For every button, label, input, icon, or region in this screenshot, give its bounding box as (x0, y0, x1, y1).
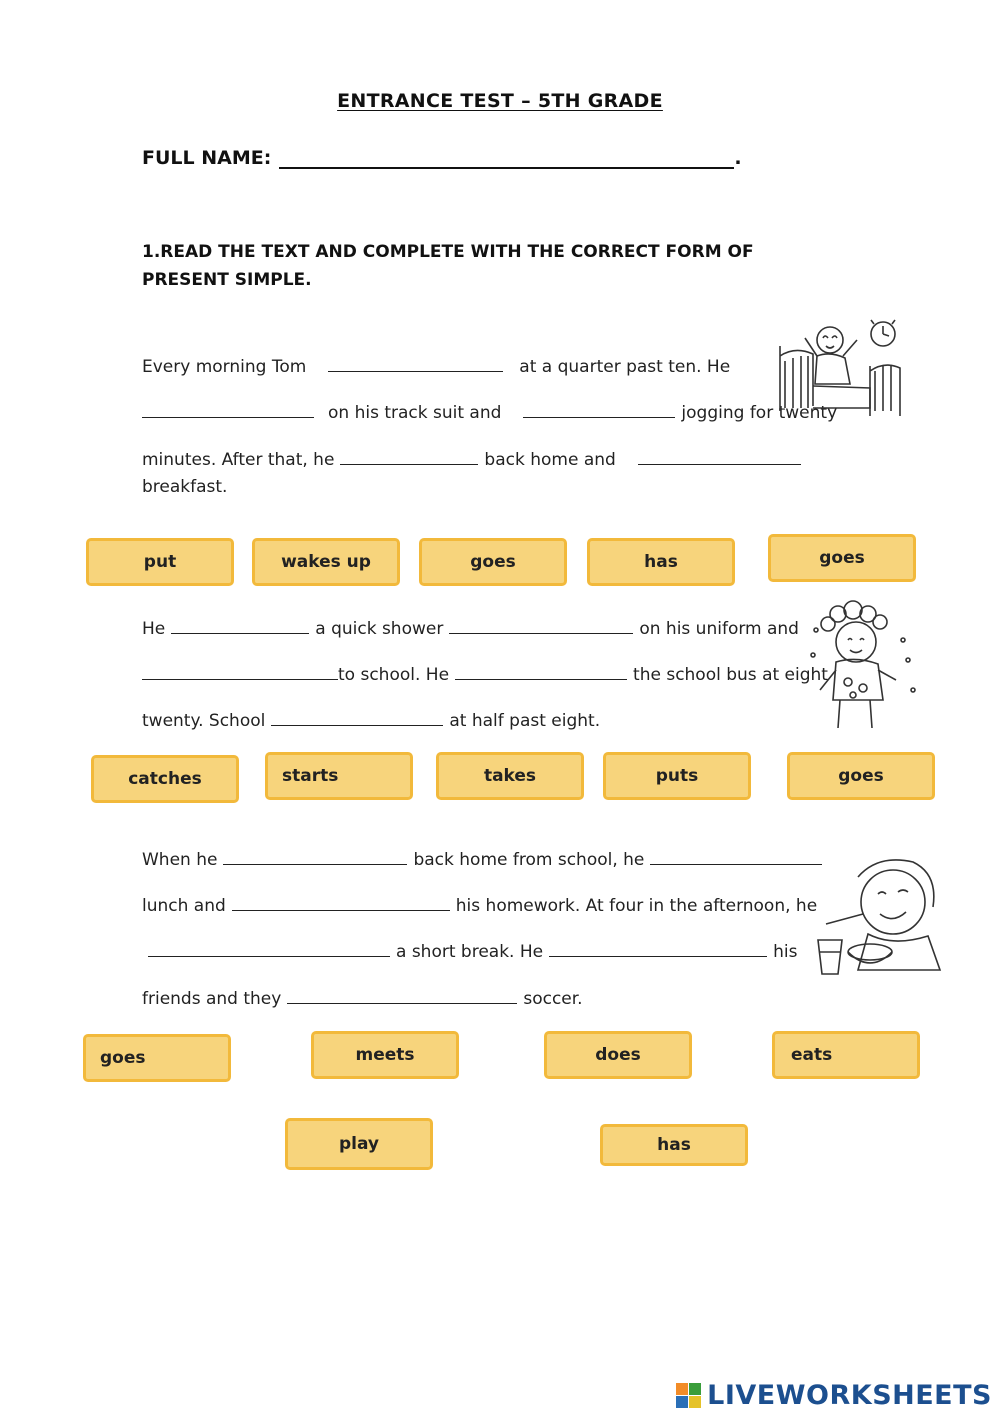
blank-input[interactable] (142, 401, 314, 418)
blank-input[interactable] (271, 709, 443, 726)
p1-line3: minutes. After that, he back home and (142, 448, 807, 470)
blank-input[interactable] (449, 617, 633, 634)
liveworksheets-logo (676, 1380, 992, 1411)
page-title: ENTRANCE TEST – 5TH GRADE (337, 90, 663, 112)
word-chip-has[interactable]: has (587, 538, 735, 586)
word-chip-meets[interactable]: meets (311, 1031, 459, 1079)
blank-input[interactable] (340, 448, 478, 465)
blank-input[interactable] (142, 663, 338, 680)
full-name-field[interactable] (279, 149, 734, 169)
full-name-end: . (734, 147, 742, 169)
p3-line1: When he back home from school, he (142, 848, 828, 870)
word-chip-starts[interactable]: starts (265, 752, 413, 800)
boy-eating-icon (808, 852, 968, 982)
blank-input[interactable] (455, 663, 627, 680)
word-chip-play[interactable]: play (285, 1118, 433, 1170)
word-chip-puts[interactable]: puts (603, 752, 751, 800)
branding-text: LIVEWORKSHEETS (707, 1380, 992, 1411)
liveworksheets-mark-icon (676, 1383, 701, 1408)
p1-line2: on his track suit and jogging for twenty (142, 401, 837, 423)
blank-input[interactable] (232, 894, 450, 911)
p3-line2: lunch and his homework. At four in the afternoon, he (142, 896, 818, 916)
instruction: 1.READ THE TEXT AND COMPLETE WITH THE CORRECT FORM OF PRESENT SIMPLE. (142, 242, 754, 290)
blank-input[interactable] (287, 987, 517, 1004)
boy-showering-icon (808, 600, 923, 735)
p3-line4: friends and they soccer. (142, 989, 583, 1009)
p3-line3: a short break. He his (142, 940, 797, 962)
boy-waking-up-icon (775, 316, 910, 421)
word-chip-eats[interactable]: eats (772, 1031, 920, 1079)
word-chip-goes[interactable]: goes (787, 752, 935, 800)
p2-line2: to school. He the school bus at eight (142, 663, 828, 685)
blank-input[interactable] (549, 940, 767, 957)
word-chip-wakes-up[interactable]: wakes up (252, 538, 400, 586)
word-chip-takes[interactable]: takes (436, 752, 584, 800)
word-chip-goes[interactable]: goes (768, 534, 916, 582)
word-chip-catches[interactable]: catches (91, 755, 239, 803)
blank-input[interactable] (223, 848, 407, 865)
blank-input[interactable] (171, 617, 309, 634)
p1-line4: breakfast. (142, 477, 228, 497)
word-chip-put[interactable]: put (86, 538, 234, 586)
word-chip-does[interactable]: does (544, 1031, 692, 1079)
full-name-row (142, 147, 742, 169)
p2-line1: He a quick shower on his uniform and (142, 619, 799, 639)
word-chip-has[interactable]: has (600, 1124, 748, 1166)
full-name-label: FULL NAME: (142, 147, 272, 169)
p1-line1: Every morning Tom at a quarter past ten. He (142, 357, 731, 377)
blank-input[interactable] (638, 448, 801, 465)
blank-input[interactable] (650, 848, 822, 865)
p2-line3: twenty. School at half past eight. (142, 711, 601, 731)
blank-input[interactable] (523, 401, 675, 418)
blank-input[interactable] (328, 355, 503, 372)
word-chip-goes[interactable]: goes (419, 538, 567, 586)
blank-input[interactable] (148, 940, 390, 957)
word-chip-goes[interactable]: goes (83, 1034, 231, 1082)
